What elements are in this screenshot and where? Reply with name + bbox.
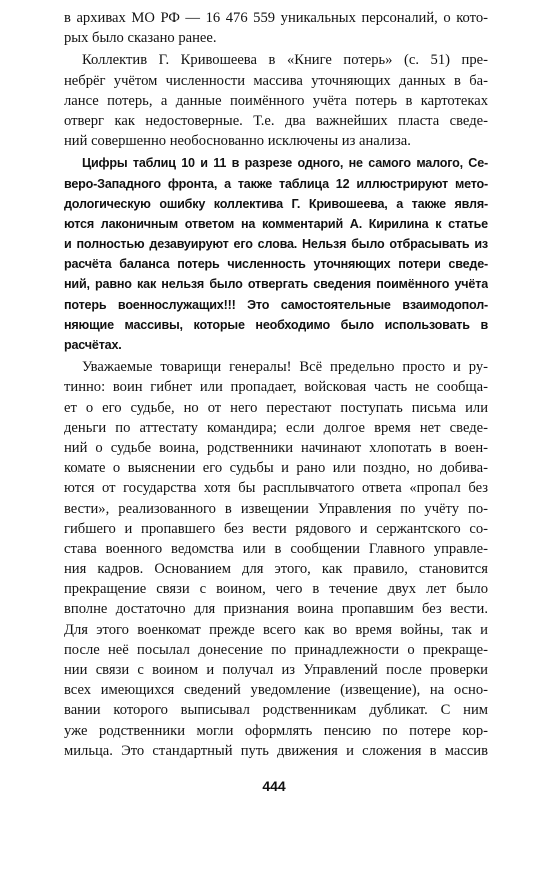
text-line: ний о судьбе воина, родственники начинают хлопотать в воен- [64,439,488,456]
text-line: и полностью дезавуируют его слова. Нельзя было отбрасывать из [64,237,488,252]
paragraph-3-bold [64,153,488,355]
text-line: Коллектив Г. Кривошеева в «Книге потерь» (с. 51) пре- [82,52,488,69]
text-line: расчётах. [64,338,122,352]
text-line: става военного ведомства или в сообщении Главного управле- [64,540,488,557]
text-line: ний, равно как нельзя было отвергать сведения поимённого учёта [64,277,488,292]
text-line: вполне достаточно для признания воина пропавшим без вести. [64,601,488,618]
text-line: веро-Западного фронта, а также таблица 12 иллюстрируют мето- [64,176,488,191]
paragraph-1 [64,8,488,48]
text-line: ния кадров. Основанием для этого, как правило, становится [64,561,488,578]
text-line: няющие массивы, которые необходимо было использовать в [64,317,488,332]
text-line: расчёта баланса потерь численность уточняющих потери сведе- [64,257,488,272]
text-line: мильца. Это стандартный путь движения и сложения в массив [64,742,488,759]
text-line: после неё посылал донесение по принадлежности о прекраще- [64,641,488,658]
text-line: комате о выяснении его судьбы и рано или поздно, но добива- [64,460,488,477]
text-line: в архивах МО РФ — 16 476 559 уникальных персоналий, о кото- [64,10,488,26]
text-line: уже родственники могли оформлять пенсию по потере кор- [64,722,488,739]
text-line: Уважаемые товарищи генералы! Всё предельно просто и ру- [82,359,488,376]
text-line: потерь военнослужащих!!! Это самостоятельные взаимодопол- [64,297,488,312]
text-line: Цифры таблиц 10 и 11 в разрезе одного, не самого малого, Се- [82,156,488,171]
text-line: всех имеющихся сведений уведомление (извещение), на осно- [64,682,488,699]
text-line: ний совершенно необоснованно исключены из анализа. [64,133,411,150]
text-line: тинно: воин гибнет или пропадает, войсковая часть не сообща- [64,379,488,396]
text-line: небрёг учётом численности массива уточняющих данных в ба- [64,72,488,89]
text-line: ются от государства хотя бы расплывчатого ответа «пропал без [64,480,488,497]
text-line: рых было сказано ранее. [64,30,217,47]
text-line: дологическую ошибку коллектива Г. Кривошеева, а также явля- [64,196,488,211]
text-line: ет о его судьбе, но от него перестают поступать письма или [64,399,488,416]
text-line: деньги по аттестату командира; если долгое время нет сведе- [64,419,488,436]
text-line: гибшего и пропавшего без вести рядового и сержантского со- [64,520,488,537]
text-line: отверг как недостоверные. Т.е. два важнейших пласта сведе- [64,112,488,129]
page-body [64,8,488,763]
paragraph-2 [64,50,488,151]
text-line: ются лаконичным ответом на комментарий А. Кирилина к статье [64,216,488,231]
text-line: Для этого военкомат прежде всего как во время войны, так и [64,621,488,638]
page-number: 444 [262,778,286,794]
text-line: вании которого выписывал родственникам дубликат. С ним [64,702,488,719]
text-line: прекращение связи с воином, чего в течение двух лет было [64,581,488,598]
text-line: нии связи с воином и получал из Управлений после проверки [64,662,488,678]
paragraph-4 [64,357,488,761]
text-line: вести», реализованного в извещении Управления по учёту по- [64,500,488,517]
text-line: лансе потерь, а данные поимённого учёта потерь в картотеках [64,92,488,109]
